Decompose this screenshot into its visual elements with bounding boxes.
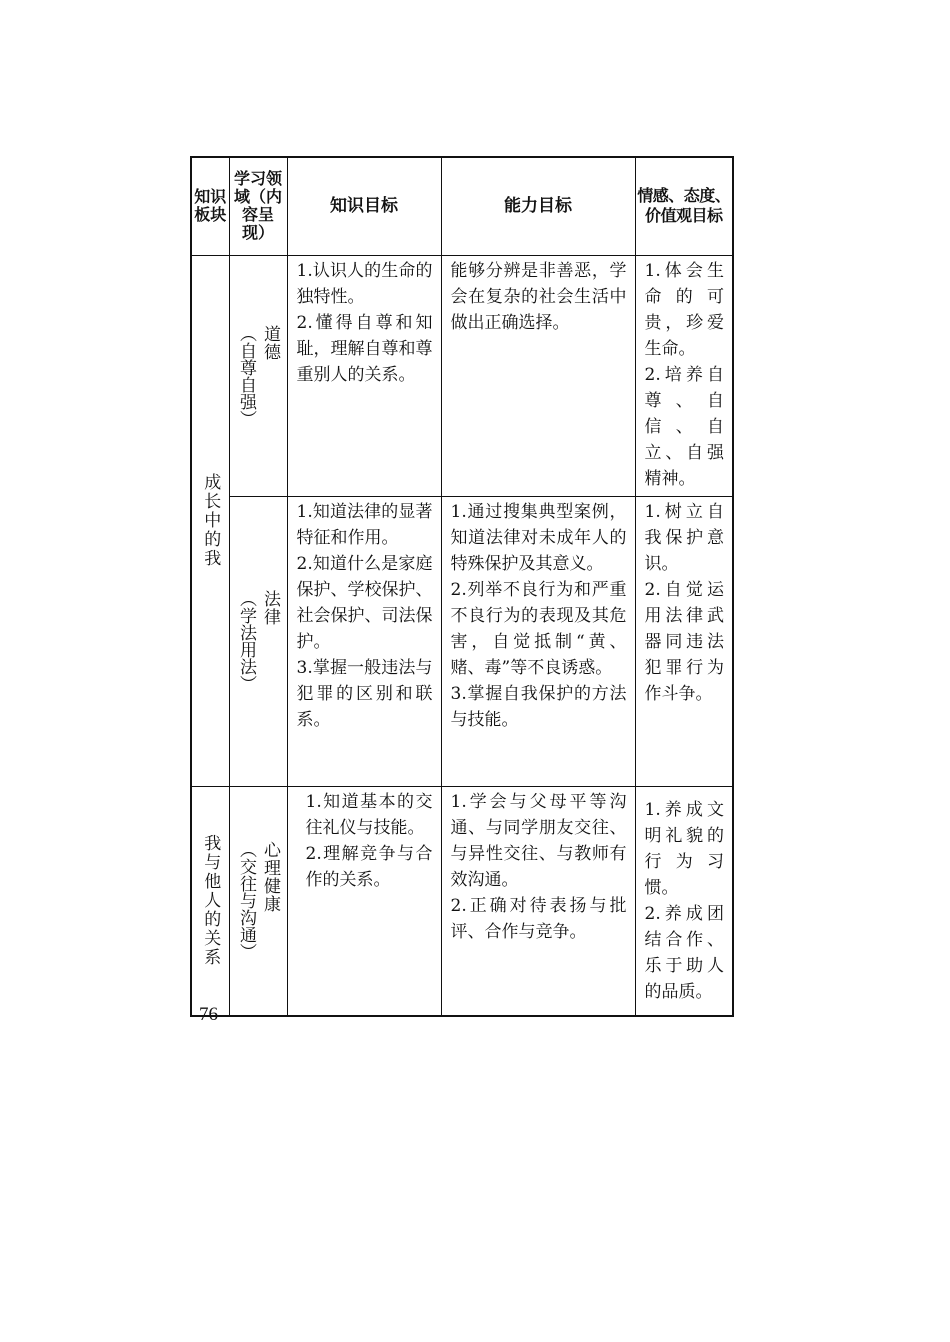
ability-item: 2.列举不良行为和严重不良行为的表现及其危害，自觉抵制“黄、赌、毒”等不良诱惑。 [450, 579, 627, 678]
header-ability: 能力目标 [441, 157, 635, 255]
knowledge-cell [287, 786, 441, 1016]
header-row [191, 157, 733, 255]
block-cell [191, 786, 229, 1016]
block-cell [191, 255, 229, 786]
ability-item: 能够分辨是非善恶，学会在复杂的社会生活中做出正确选择。 [450, 260, 627, 333]
domain-cell [229, 496, 287, 786]
domain-name: 法律 [260, 590, 280, 626]
ability-item: 1.学会与父母平等沟通、与同学朋友交往、与异性交往、与教师有效沟通。 [450, 791, 627, 890]
domain-cell [229, 255, 287, 496]
knowledge-item: 2.理解竞争与合作的关系。 [305, 843, 433, 890]
ability-item: 1.通过搜集典型案例，知道法律对未成年人的特殊保护及其意义。 [450, 501, 627, 574]
knowledge-item: 1.知道基本的交往礼仪与技能。 [305, 791, 433, 838]
ability-cell [441, 786, 635, 1016]
table-row [191, 496, 733, 786]
knowledge-cell [287, 255, 441, 496]
domain-cell [229, 786, 287, 1016]
knowledge-cell [287, 496, 441, 786]
ability-cell [441, 496, 635, 786]
domain-subtitle: （学法用法） [236, 590, 256, 692]
affect-cell [635, 255, 733, 496]
domain-name: 道德 [260, 324, 280, 361]
table-row [191, 786, 733, 1016]
table-row [191, 255, 733, 496]
curriculum-goals-table [190, 156, 734, 1017]
knowledge-item: 1.认识人的生命的独特性。 [296, 260, 433, 307]
affect-item: 1.体会生命的可贵，珍爱生命。 [644, 260, 724, 359]
block-label: 我与他人的关系 [200, 834, 221, 968]
affect-item: 2.自觉运用法律武器同违法犯罪行为作斗争。 [644, 579, 724, 704]
header-affect: 情感、态度、价值观目标 [635, 157, 733, 255]
page-number: 76 [199, 1004, 218, 1025]
affect-cell [635, 496, 733, 786]
affect-cell [635, 786, 733, 1016]
header-block: 知识板块 [191, 157, 229, 255]
affect-item: 2.养成团结合作、乐于助人的品质。 [644, 903, 724, 1002]
domain-subtitle: （自尊自强） [236, 324, 256, 427]
domain-subtitle: （交往与沟通） [236, 841, 256, 961]
ability-item: 2.正确对待表扬与批评、合作与竞争。 [450, 895, 627, 942]
header-knowledge: 知识目标 [287, 157, 441, 255]
domain-name: 心理健康 [260, 841, 280, 914]
knowledge-item: 1.知道法律的显著特征和作用。 [296, 501, 433, 548]
knowledge-item: 2.知道什么是家庭保护、学校保护、社会保护、司法保护。 [296, 553, 433, 652]
knowledge-item: 3.掌握一般违法与犯罪的区别和联系。 [296, 657, 433, 730]
ability-cell [441, 255, 635, 496]
affect-item: 1.养成文明礼貌的行为习惯。 [644, 799, 724, 898]
ability-item: 3.掌握自我保护的方法与技能。 [450, 683, 627, 730]
affect-item: 1.树立自我保护意识。 [644, 501, 724, 574]
header-domain: 学习领域（内容呈现） [229, 157, 287, 255]
affect-item: 2.培养自尊、自信、自立、自强精神。 [644, 364, 724, 489]
knowledge-item: 2.懂得自尊和知耻，理解自尊和尊重别人的关系。 [296, 312, 433, 385]
block-label: 成长中的我 [200, 473, 221, 568]
